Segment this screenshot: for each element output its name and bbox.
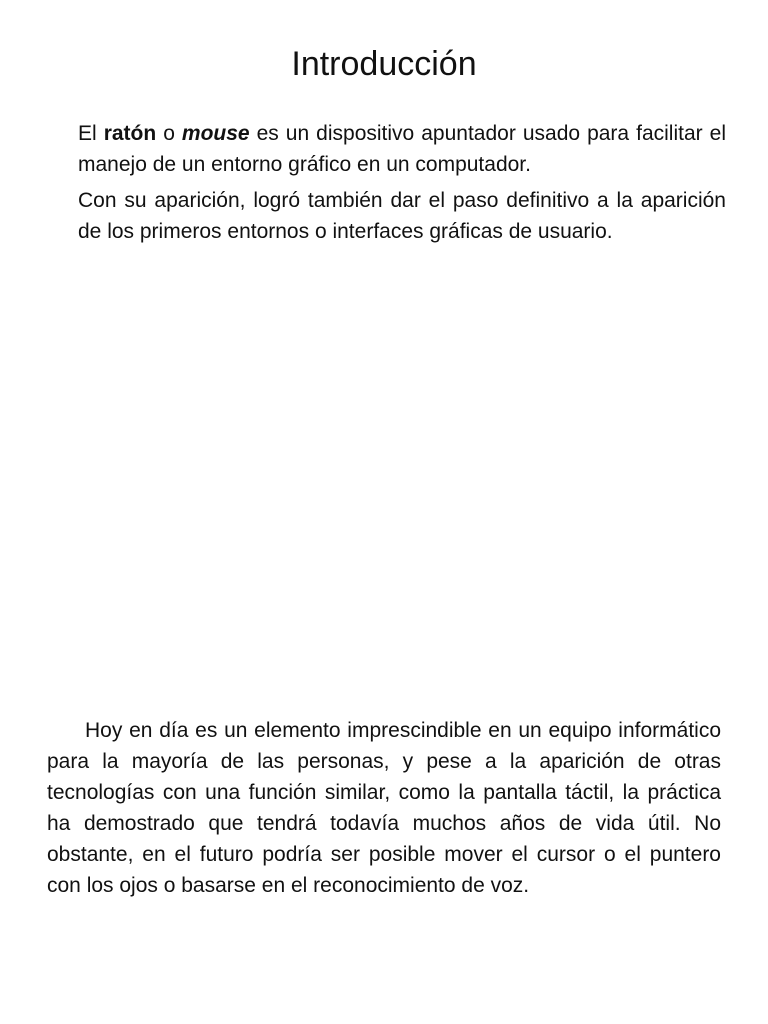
paragraph-text: o [156,122,182,145]
current-use-paragraph: Hoy en día es un elemento imprescindible en un equipo informático para la mayoría de las personas, y pese a la aparición de otras tecnologías con una función similar, como la pantalla táctil, la práctica ha demostrado que tendrá todavía muchos años de vida útil. No obstante, en el futuro podría ser posible mover el cursor o el puntero con los ojos o basarse en el reconocimiento de voz. [47,719,721,897]
intro-paragraph [78,118,726,180]
paragraph-text: es un dispositivo apuntador usado para facilitar el manejo de un entorno gráfico en un computador. [78,122,726,176]
bold-term-raton: ratón [103,122,157,145]
paragraph-text: El [78,122,104,145]
history-paragraph: Con su aparición, logró también dar el paso definitivo a la aparición de los primeros entornos o interfaces gráficas de usuario. [78,189,726,243]
bold-italic-term-mouse: mouse [181,122,250,145]
page-title: Introducción [291,45,477,83]
